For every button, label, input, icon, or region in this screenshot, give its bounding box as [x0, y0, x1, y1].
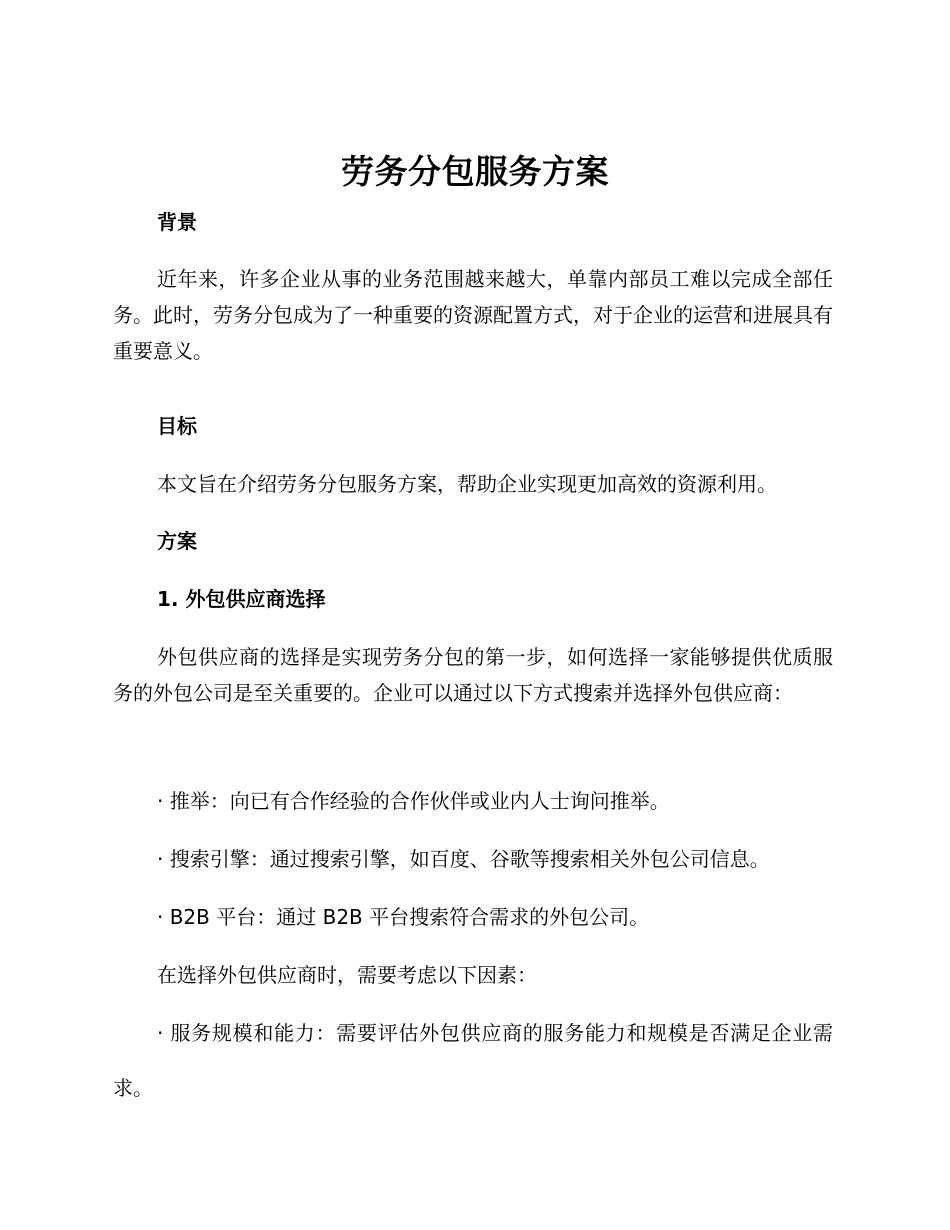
section-heading-goal: 目标: [157, 414, 197, 438]
document-title: 劳务分包服务方案: [341, 152, 609, 191]
list-item-referral: · 推举：向已有合作经验的合作伙伴或业内人士询问推举。: [157, 789, 670, 813]
list-item-search-engine: · 搜索引擎：通过搜索引擎，如百度、谷歌等搜索相关外包公司信息。: [157, 847, 770, 871]
section-heading-background: 背景: [157, 210, 197, 234]
section-heading-plan: 方案: [157, 529, 197, 553]
subsection-heading-supplier-selection: 1. 外包供应商选择: [157, 587, 326, 611]
supplier-selection-paragraph: 外包供应商的选择是实现劳务分包的第一步，如何选择一家能够提供优质服务的外包公司是至关重要的。企业可以通过以下方式搜索并选择外包供应商：: [113, 645, 833, 705]
list-item-service-scale: · 服务规模和能力：需要评估外包供应商的服务能力和规模是否满足企业需求。: [113, 1021, 833, 1100]
goal-paragraph: 本文旨在介绍劳务分包服务方案，帮助企业实现更加高效的资源利用。: [157, 472, 777, 496]
background-paragraph: 近年来，许多企业从事的业务范围越来越大，单靠内部员工难以完成全部任务。此时，劳务分包成为了一种重要的资源配置方式，对于企业的运营和进展具有重要意义。: [113, 267, 833, 363]
list-item-b2b-platform: · B2B 平台：通过 B2B 平台搜索符合需求的外包公司。: [157, 905, 650, 929]
factors-intro: 在选择外包供应商时，需要考虑以下因素：: [157, 963, 537, 987]
